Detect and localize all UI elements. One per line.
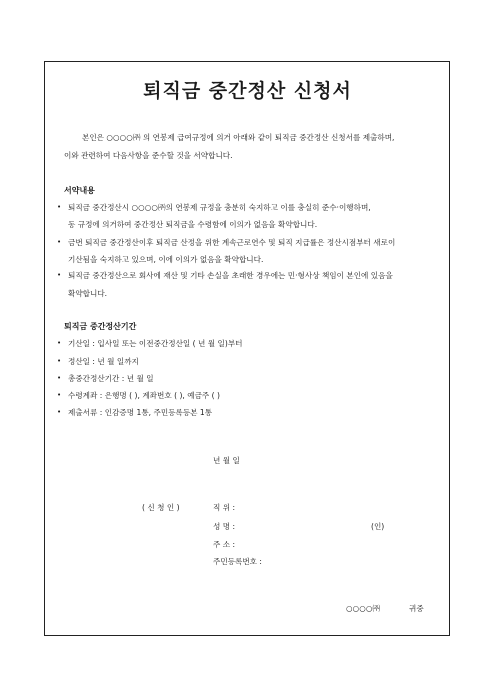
- bullet-icon: •: [57, 374, 62, 382]
- bullet-icon: •: [57, 339, 62, 347]
- pledge-item-2-line-2: 기산됨을 숙지하고 있으며, 이에 이의가 없음을 확약합니다.: [68, 255, 264, 264]
- bullet-icon: •: [57, 238, 62, 246]
- field-position-label: 직 위 :: [213, 503, 236, 512]
- pledge-item-3-line-2: 확약합니다.: [68, 289, 108, 298]
- period-start-date: 기산일 : 입사일 또는 이전중간정산일 ( 년 월 일)부터: [68, 339, 243, 348]
- bullet-icon: •: [57, 271, 62, 279]
- pledge-heading: 서약내용: [64, 186, 95, 195]
- seal-mark: (인): [371, 522, 385, 531]
- period-account: 수령계좌 : 은행명 ( ), 계좌번호 ( ), 예금주 ( ): [68, 391, 220, 400]
- application-date: 년 월 일: [213, 456, 240, 465]
- period-heading: 퇴직금 중간정산기간: [64, 322, 137, 331]
- intro-line-1: 본인은 ○○○○㈜ 의 연봉제 급여규정에 의거 아래와 같이 퇴직금 중간정산 신청서를 제출하며,: [82, 133, 395, 142]
- intro-line-2: 이와 관련하여 다음사항을 준수할 것을 서약합니다.: [64, 151, 233, 160]
- field-address-label: 주 소 :: [213, 540, 236, 549]
- field-name-label: 성 명 :: [213, 522, 236, 531]
- bullet-icon: •: [57, 391, 62, 399]
- pledge-item-2-line-1: 금번 퇴직금 중간정산이후 퇴직금 산정을 위한 계속근로연수 및 퇴직 지급률은 정산시점부터 새로이: [68, 238, 396, 247]
- bullet-icon: •: [57, 357, 62, 365]
- recipient-honorific: 귀중: [409, 604, 424, 613]
- bullet-icon: •: [57, 408, 62, 416]
- bullet-icon: •: [57, 203, 62, 211]
- period-documents: 제출서류 : 인감증명 1통, 주민등록등본 1통: [68, 408, 213, 417]
- recipient-company: ○○○○㈜: [346, 604, 381, 613]
- pledge-item-3-line-1: 퇴직금 중간정산으로 회사에 재산 및 기타 손실을 초래한 경우에는 민·형사상 책임이 본인에 있음을: [68, 271, 393, 280]
- field-id-number-label: 주민등록번호 :: [213, 557, 262, 566]
- period-total: 총중간정산기간 : 년 월 일: [68, 374, 154, 383]
- pledge-item-1-line-2: 동 규정에 의거하여 중간정산 퇴직금을 수령함에 이의가 없음을 확약합니다.: [68, 220, 318, 229]
- document-title: 퇴직금 중간정산 신청서: [143, 80, 352, 102]
- pledge-item-1-line-1: 퇴직금 중간정산시 ○○○○㈜의 연봉제 규정을 충분히 숙지하고 이를 충실히 준수·이행하며,: [68, 203, 371, 212]
- period-settlement-date: 정산일 : 년 월 일까지: [68, 357, 139, 366]
- applicant-label: ( 신 청 인 ): [142, 503, 180, 512]
